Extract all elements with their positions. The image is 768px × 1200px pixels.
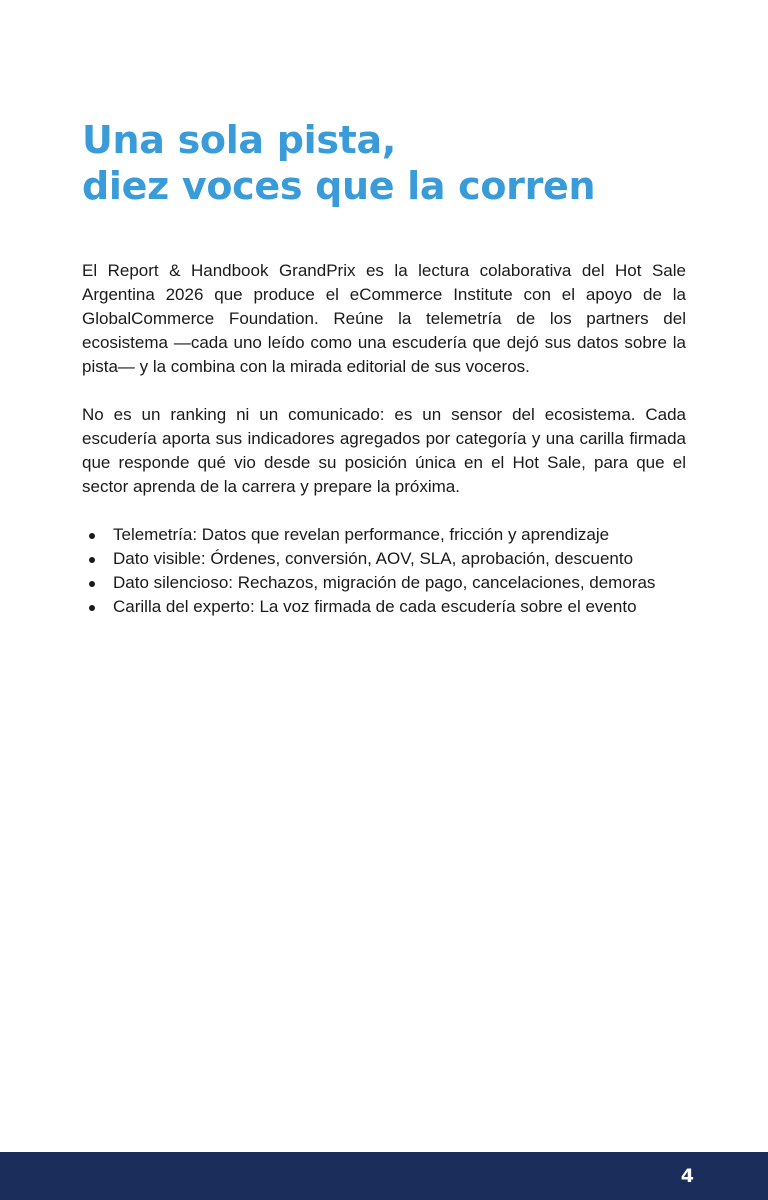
bullet-item-carilla: Carilla del experto: La voz firmada de cada escudería sobre el evento [82, 595, 686, 619]
bullet-list [82, 523, 686, 619]
page-title-line-1: Una sola pista, [82, 118, 396, 162]
bullet-item-dato-silencioso: Dato silencioso: Rechazos, migración de pago, cancelaciones, demoras [82, 571, 686, 595]
sensor-paragraph: No es un ranking ni un comunicado: es un sensor del ecosistema. Cada escudería aporta sus indicadores agregados por categoría y una carilla firmada que responde qué vio desde su posición única en el Hot Sale, para que el sector aprenda de la carrera y prepare la próxima. [82, 405, 686, 496]
bullet-item-telemetria: Telemetría: Datos que revelan performance, fricción y aprendizaje [82, 523, 686, 547]
page-number: 4 [680, 1165, 694, 1187]
footer-bar [0, 1152, 768, 1200]
page-title-line-2: diez voces que la corren [82, 164, 596, 208]
bullet-item-dato-visible: Dato visible: Órdenes, conversión, AOV, SLA, aprobación, descuento [82, 547, 686, 571]
body-content [82, 259, 686, 619]
intro-paragraph: El Report & Handbook GrandPrix es la lectura colaborativa del Hot Sale Argentina 2026 que produce el eCommerce Institute con el apoyo de la GlobalCommerce Foundation. Reúne la telemetría de los partners del ecosistema —cada uno leído como una escudería que dejó sus datos sobre la pista— y la combina con la mirada editorial de sus voceros. [82, 261, 686, 376]
page-title [82, 117, 702, 209]
